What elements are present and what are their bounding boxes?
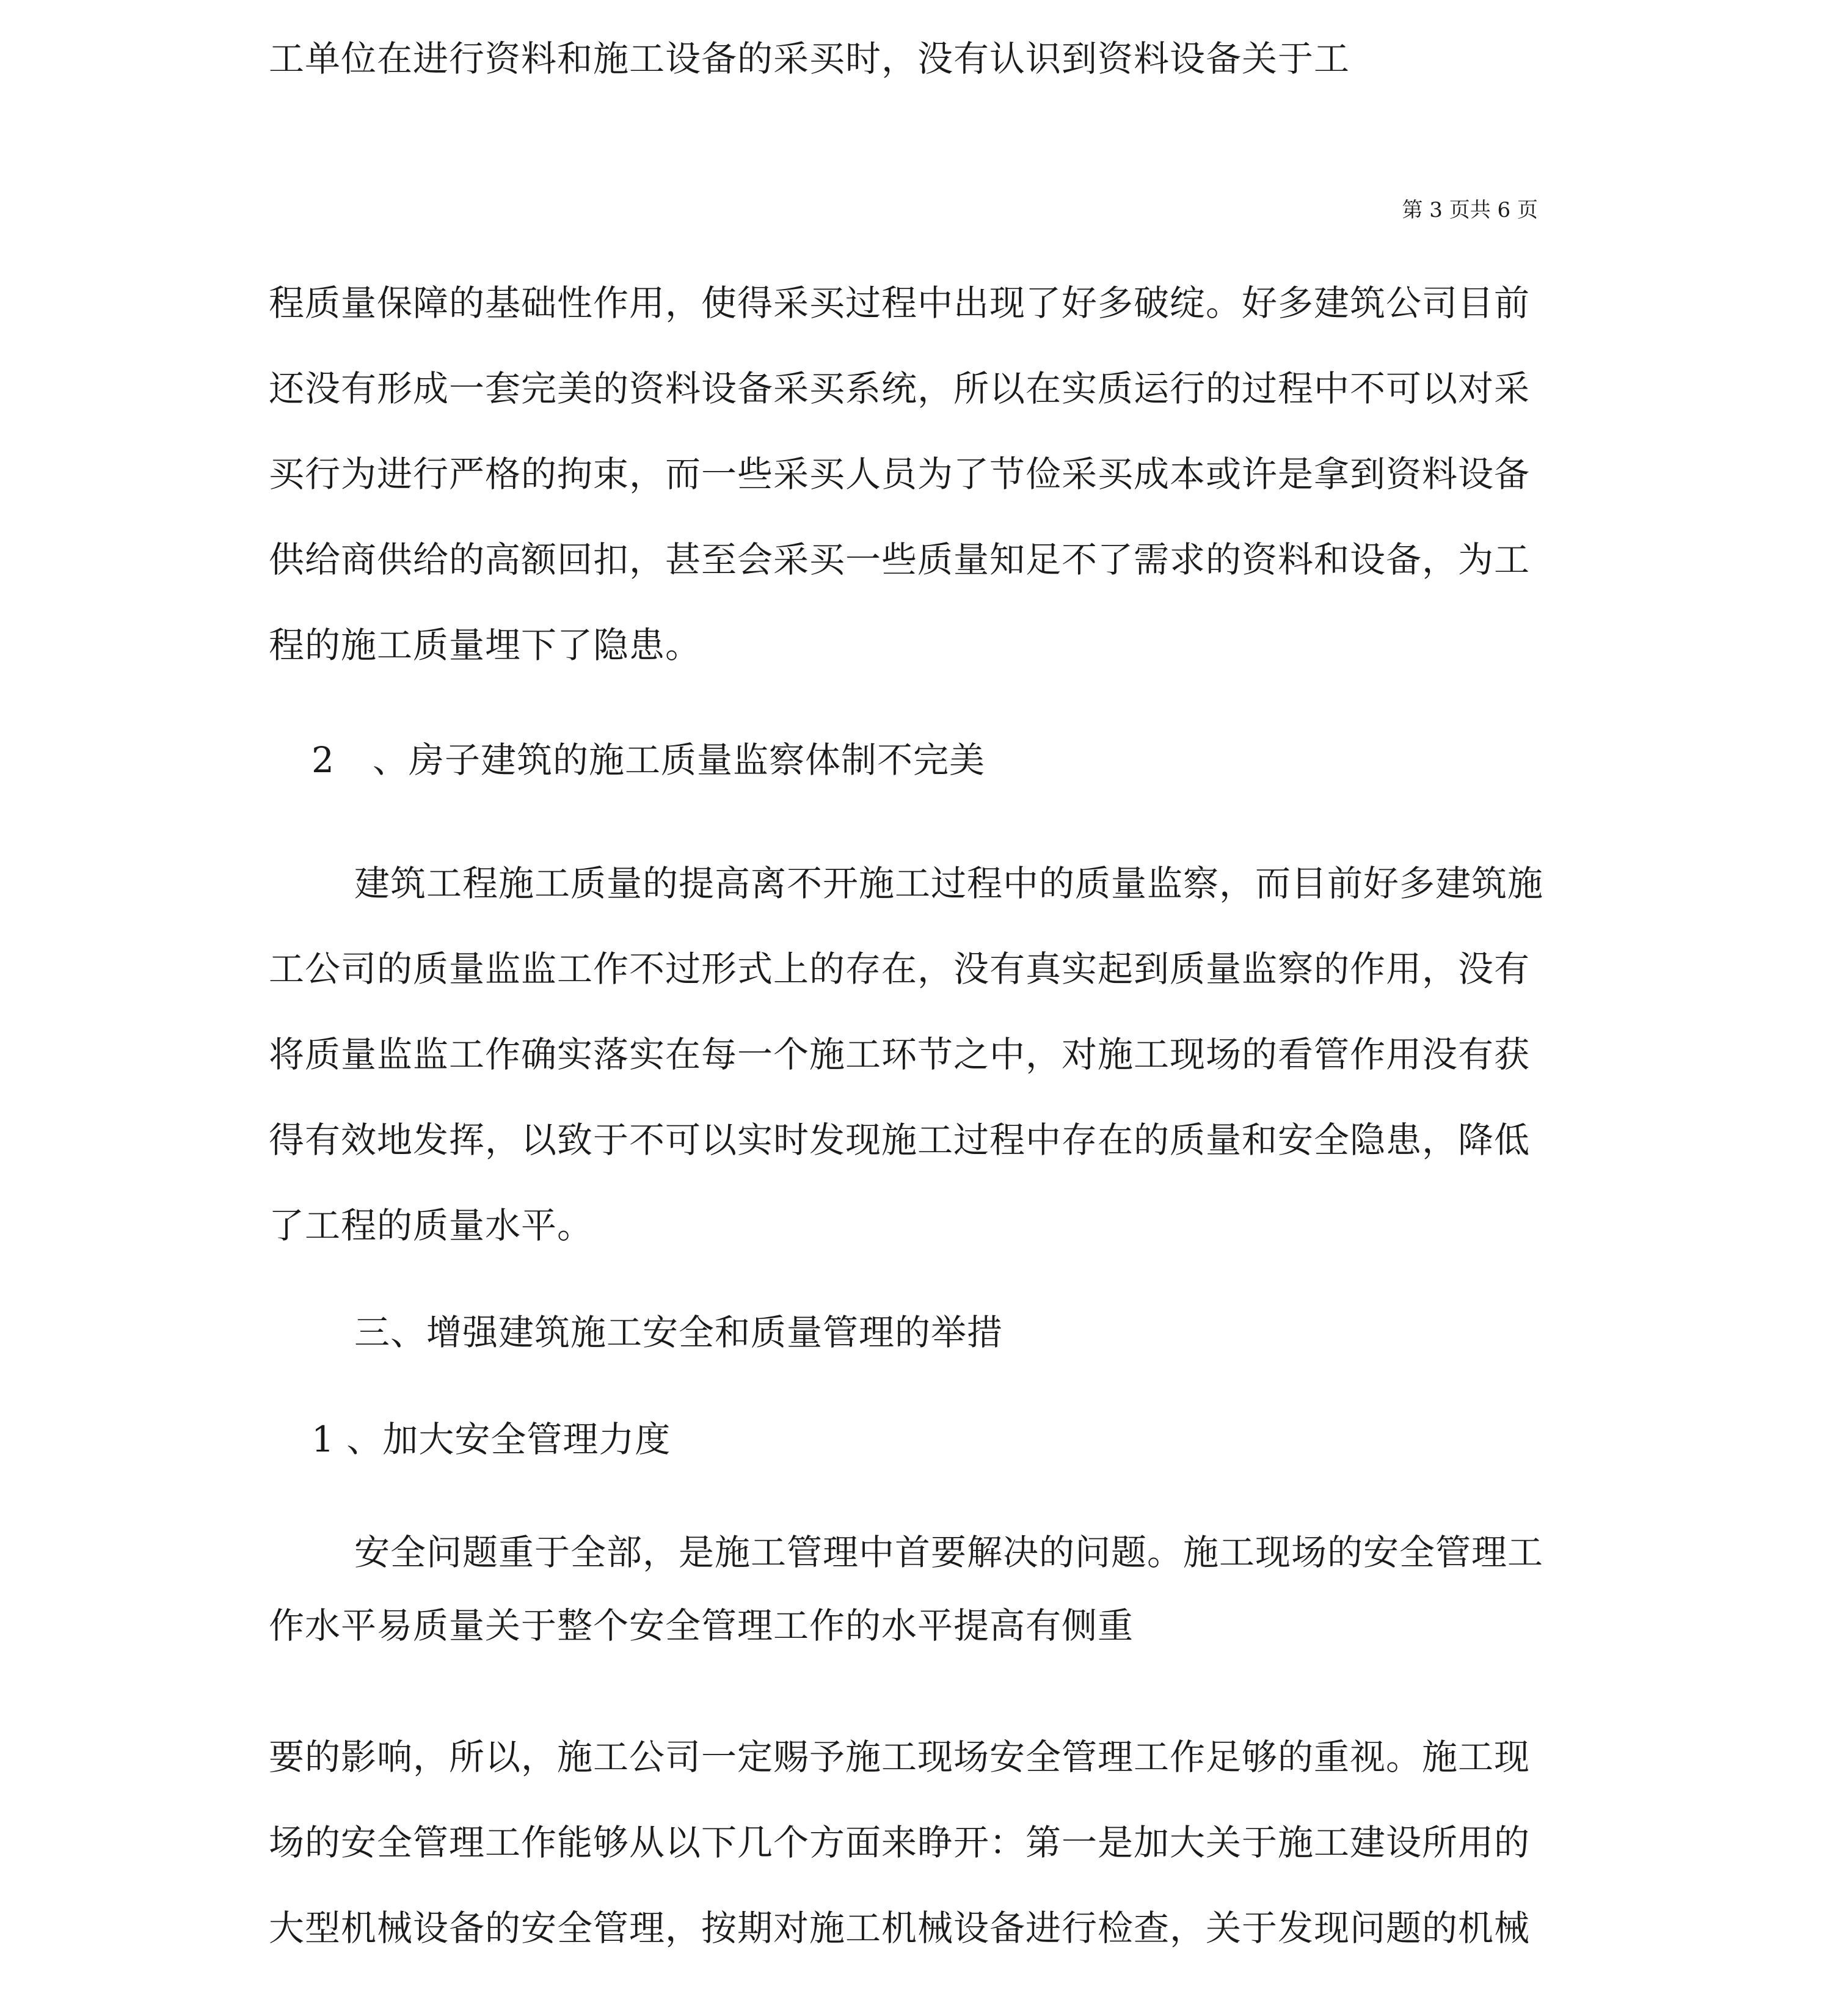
paragraph-2-line-2: 工公司的质量监监工作不过形式上的存在，没有真实起到质量监察的作用，没有 bbox=[269, 948, 1531, 990]
paragraph-3-line-2: 作水平易质量关于整个安全管理工作的水平提高有侧重 bbox=[269, 1605, 1134, 1646]
paragraph-3-line-1: 安全问题重于全部，是施工管理中首要解决的问题。施工现场的安全管理工 bbox=[354, 1532, 1544, 1573]
heading-2-text: 、房子建筑的施工质量监察体制不完美 bbox=[373, 739, 986, 781]
paragraph-4-line-3: 大型机械设备的安全管理，按期对施工机械设备进行检查，关于发现问题的机械 bbox=[269, 1907, 1531, 1949]
paragraph-1-line-2: 还没有形成一套完美的资料设备采买系统，所以在实质运行的过程中不可以对采 bbox=[269, 368, 1531, 409]
paragraph-1-line-3: 买行为进行严格的拘束，而一些采买人员为了节俭采买成本或许是拿到资料设备 bbox=[269, 453, 1531, 495]
paragraph-4-line-2: 场的安全管理工作能够从以下几个方面来睁开：第一是加大关于施工建设所用的 bbox=[269, 1822, 1531, 1863]
page-number: 第 3 页共 6 页 bbox=[1402, 198, 1538, 222]
top-fragment-line: 工单位在进行资料和施工设备的采买时，没有认识到资料设备关于工 bbox=[269, 38, 1350, 79]
paragraph-2-line-5: 了工程的质量水平。 bbox=[269, 1205, 594, 1246]
paragraph-2-line-1: 建筑工程施工质量的提高离不开施工过程中的质量监察，而目前好多建筑施 bbox=[354, 863, 1544, 904]
paragraph-1-line-5: 程的施工质量埋下了隐患。 bbox=[269, 624, 702, 666]
paragraph-1-line-1: 程质量保障的基础性作用，使得采买过程中出现了好多破绽。好多建筑公司目前 bbox=[269, 282, 1531, 324]
heading-2-number: 2 bbox=[311, 739, 335, 781]
paragraph-4-line-1: 要的影响，所以，施工公司一定赐予施工现场安全管理工作足够的重视。施工现 bbox=[269, 1736, 1531, 1778]
section-3-heading: 三、增强建筑施工安全和质量管理的举措 bbox=[354, 1312, 1004, 1353]
paragraph-1-line-4: 供给商供给的高额回扣，甚至会采买一些质量知足不了需求的资料和设备，为工 bbox=[269, 539, 1531, 580]
paragraph-2-line-3: 将质量监监工作确实落实在每一个施工环节之中，对施工现场的看管作用没有获 bbox=[269, 1034, 1531, 1075]
subheading-1: 1 、加大安全管理力度 bbox=[311, 1419, 671, 1460]
paragraph-2-line-4: 得有效地发挥，以致于不可以实时发现施工过程中存在的质量和安全隐患，降低 bbox=[269, 1119, 1531, 1161]
